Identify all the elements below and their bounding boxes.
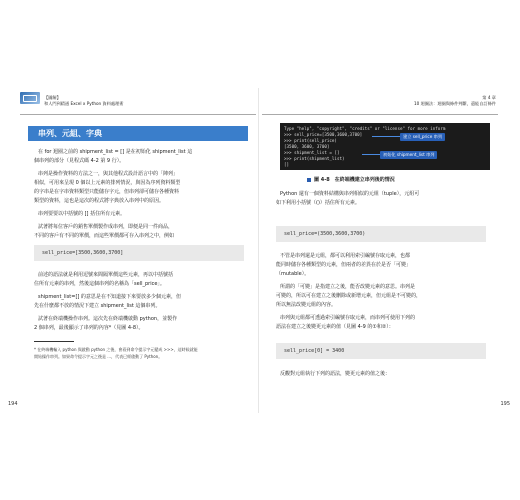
paragraph-line: 可變的，所以可在建立之後刪除或新增元素，但元組是不可變的， [276, 293, 422, 299]
page-number-left: 194 [8, 401, 18, 407]
paragraph-line: 語法在建立之後變更元素的值（見圖 4-9 的①和②）： [276, 324, 394, 330]
book-logo-icon [20, 92, 40, 104]
paragraph-line: 不同的客戶有不同的單價，而這些單價都可存入串列之中，例如 [34, 233, 175, 239]
paragraph-line: 先在什麼都不放的情況下建立 shipment_list 這個串列。 [34, 303, 161, 309]
paragraph-line: 的字串是在字串資料類型只能儲存字元，但串列卻可儲存各種資料 [34, 189, 180, 195]
figure-caption-text: 圖 4-8 在終端機建立串列後的情況 [314, 177, 395, 183]
code-block: sell_price=(3500,3600,3700) [276, 226, 486, 242]
footnote-rule [34, 341, 74, 342]
paragraph-line: （mutable）。 [276, 271, 310, 277]
right-header-line1: 第 4 章 [482, 95, 496, 100]
left-page [8, 88, 256, 413]
paragraph-line: 住所有元素的串列，然後這個串列的名稱為「sell_price」。 [34, 281, 165, 287]
left-header-line2: 和人門到精通 Excel x Python 資料處理術 [44, 101, 124, 106]
terminal-line: [] [284, 162, 290, 167]
callout-sell-price: 建立 sell_price 串列 [400, 133, 445, 141]
callout-arrow [362, 154, 380, 155]
paragraph-line: 所以無法改變元組的內容。 [276, 302, 337, 308]
terminal-line: >>> sell_price=[3500,3600,3700] [284, 132, 363, 137]
paragraph-line: 試著將每位客戶的銷售單價製作成串列，即便是同一件商品， [38, 224, 174, 230]
terminal-line: >>> shipment_list = [] [284, 150, 340, 155]
left-header-line1: 【圖解】 [44, 95, 61, 100]
paragraph-line: 不管是串列還是元組，都可以利用索引編號存取元素，也都 [280, 253, 411, 259]
paragraph-line: 所謂的「可變」是指建立之後，能否改變元素的意思。串列是 [280, 284, 416, 290]
right-page-header [262, 88, 498, 115]
caption-marker-icon [307, 178, 311, 182]
section-title: 串列、元組、字典 [28, 126, 248, 141]
page-number-right: 195 [500, 401, 510, 407]
paragraph-line: 類型的資料，這也是這次的程式將字典放入串列中的原因。 [34, 198, 165, 204]
footnote-line: 開始操作串列。如果命令提示字元之後是 ...，代表已經啟動了 Python。 [34, 354, 163, 359]
paragraph-line: 能同時儲存各種類型的元素，但兩者的差異在於是否「可變」 [276, 262, 412, 268]
terminal-screenshot [280, 123, 490, 170]
terminal-line: >>> print(shipment_list) [284, 156, 345, 161]
callout-shipment-list: 初始化 shipment_list 串列 [380, 151, 437, 159]
paragraph-line: Python 還有一個資料結構與串列相似的元組（tuple），元組可 [280, 191, 420, 197]
paragraph-line: 串列與元組都可透過索引編號存取元素，而串列可使用下列的 [280, 315, 416, 321]
code-block: sell_price[0] = 3400 [276, 343, 486, 359]
figure-caption [307, 176, 395, 183]
paragraph-line: 2 個串列，最後顯示了串列的內容*（見圖 4-8）。 [34, 325, 144, 331]
callout-arrow [372, 136, 400, 137]
paragraph-line: 串列是操作資料的方法之一，與其他程式設計語言中的「陣列」 [38, 171, 179, 177]
paragraph-line: 串列要要以中括號的 [] 括住所有元素。 [38, 211, 126, 217]
terminal-line: [3500, 3600, 3700] [284, 144, 330, 149]
terminal-line: >>> print(sell_price) [284, 138, 337, 143]
right-page [262, 88, 510, 413]
right-header-line2: 10 迴圈法：迴圈與條件判斷，還能自訂條件 [413, 101, 496, 106]
paragraph-line: 試著在終端機操作串列。這次先在終端機啟動 python，並製作 [38, 316, 178, 322]
paragraph-line: 如下利用小括號（()）括住所有元素。 [276, 200, 360, 206]
terminal-line: Type "help", "copyright", "credits" or "license" for more inform [284, 126, 446, 131]
spine-divider [258, 88, 259, 413]
paragraph-line: 反觀對元組執行下列的語法，變更元素的值之後： [280, 371, 391, 377]
paragraph-line: 在 for 迴圈之前的 shipment_list = [] 是在初始化 shipment_list 這 [38, 149, 193, 155]
left-page-header [20, 88, 256, 115]
paragraph-line: 相似，可用來呈現 0 個以上元素的排列情況，與因為序列資料類型 [34, 180, 181, 186]
paragraph-line: 個串列的部分（見程式碼 4-2 第 9 行）。 [34, 158, 125, 164]
code-block: sell_price=[3500,3600,3700] [34, 245, 244, 261]
paragraph-line: 前述的語法就是利用逗號來間隔單價這些元素，再以中括號括 [38, 272, 174, 278]
paragraph-line: shipment_list=[] 的意思是在不知道接下來要放多少個元素，但 [38, 294, 181, 300]
footnote-line: * 在終端機輸入 python 與啟動 python 之後，會看到命令提示字元變成 >>>，這時候就能 [34, 347, 198, 352]
